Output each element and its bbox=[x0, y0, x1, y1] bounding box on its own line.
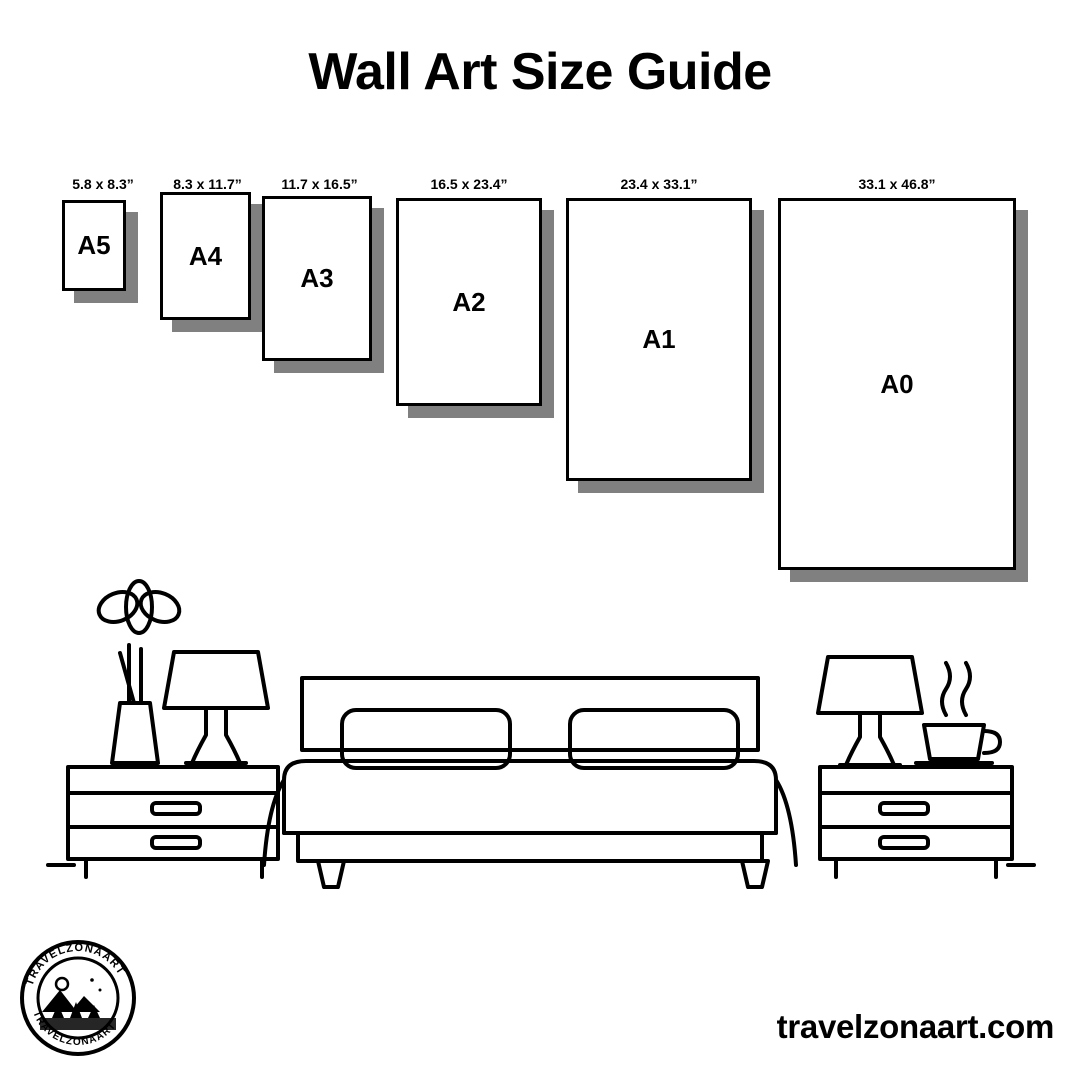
frame-dimension-label: 33.1 x 46.8” bbox=[858, 176, 936, 192]
logo-text-top: TRAVELZONAART bbox=[23, 941, 128, 988]
lamp-left bbox=[164, 652, 268, 763]
frame-dimension-label: 8.3 x 11.7” bbox=[173, 176, 242, 192]
bed bbox=[264, 678, 796, 887]
frame-dimension-label: 23.4 x 33.1” bbox=[620, 176, 698, 192]
frame-a1[interactable] bbox=[566, 198, 752, 481]
frame-name-label: A4 bbox=[188, 240, 223, 271]
frame-name-label: A5 bbox=[77, 230, 111, 260]
coffee-cup bbox=[916, 663, 1000, 763]
svg-text:TRAVELZONAART bbox=[24, 942, 127, 987]
frame-a4[interactable] bbox=[160, 192, 251, 320]
frame-name-label: A2 bbox=[452, 286, 486, 317]
frame-dimension-label: 11.7 x 16.5” bbox=[281, 176, 358, 192]
nightstand-left bbox=[68, 767, 278, 877]
frame-dimension-label: 16.5 x 23.4” bbox=[430, 176, 508, 192]
frame-a0[interactable] bbox=[778, 198, 1016, 570]
page-title: Wall Art Size Guide bbox=[308, 43, 772, 101]
lamp-right bbox=[818, 657, 922, 765]
frame-a5[interactable] bbox=[62, 200, 126, 291]
brand-logo bbox=[18, 938, 138, 1058]
frame-name-label: A3 bbox=[300, 263, 334, 293]
frame-name-label: A1 bbox=[642, 324, 676, 354]
frame-name-label: A0 bbox=[880, 368, 914, 399]
bedroom-illustration bbox=[0, 565, 1080, 910]
site-url[interactable]: travelzonaart.com bbox=[776, 1008, 1054, 1045]
frame-a3[interactable] bbox=[262, 196, 372, 361]
logo-text-bottom: TRAVELZONAART bbox=[30, 1009, 119, 1049]
nightstand-right bbox=[820, 767, 1012, 877]
frame-dimension-label: 5.8 x 8.3” bbox=[72, 176, 134, 192]
frame-a2[interactable] bbox=[396, 198, 542, 406]
